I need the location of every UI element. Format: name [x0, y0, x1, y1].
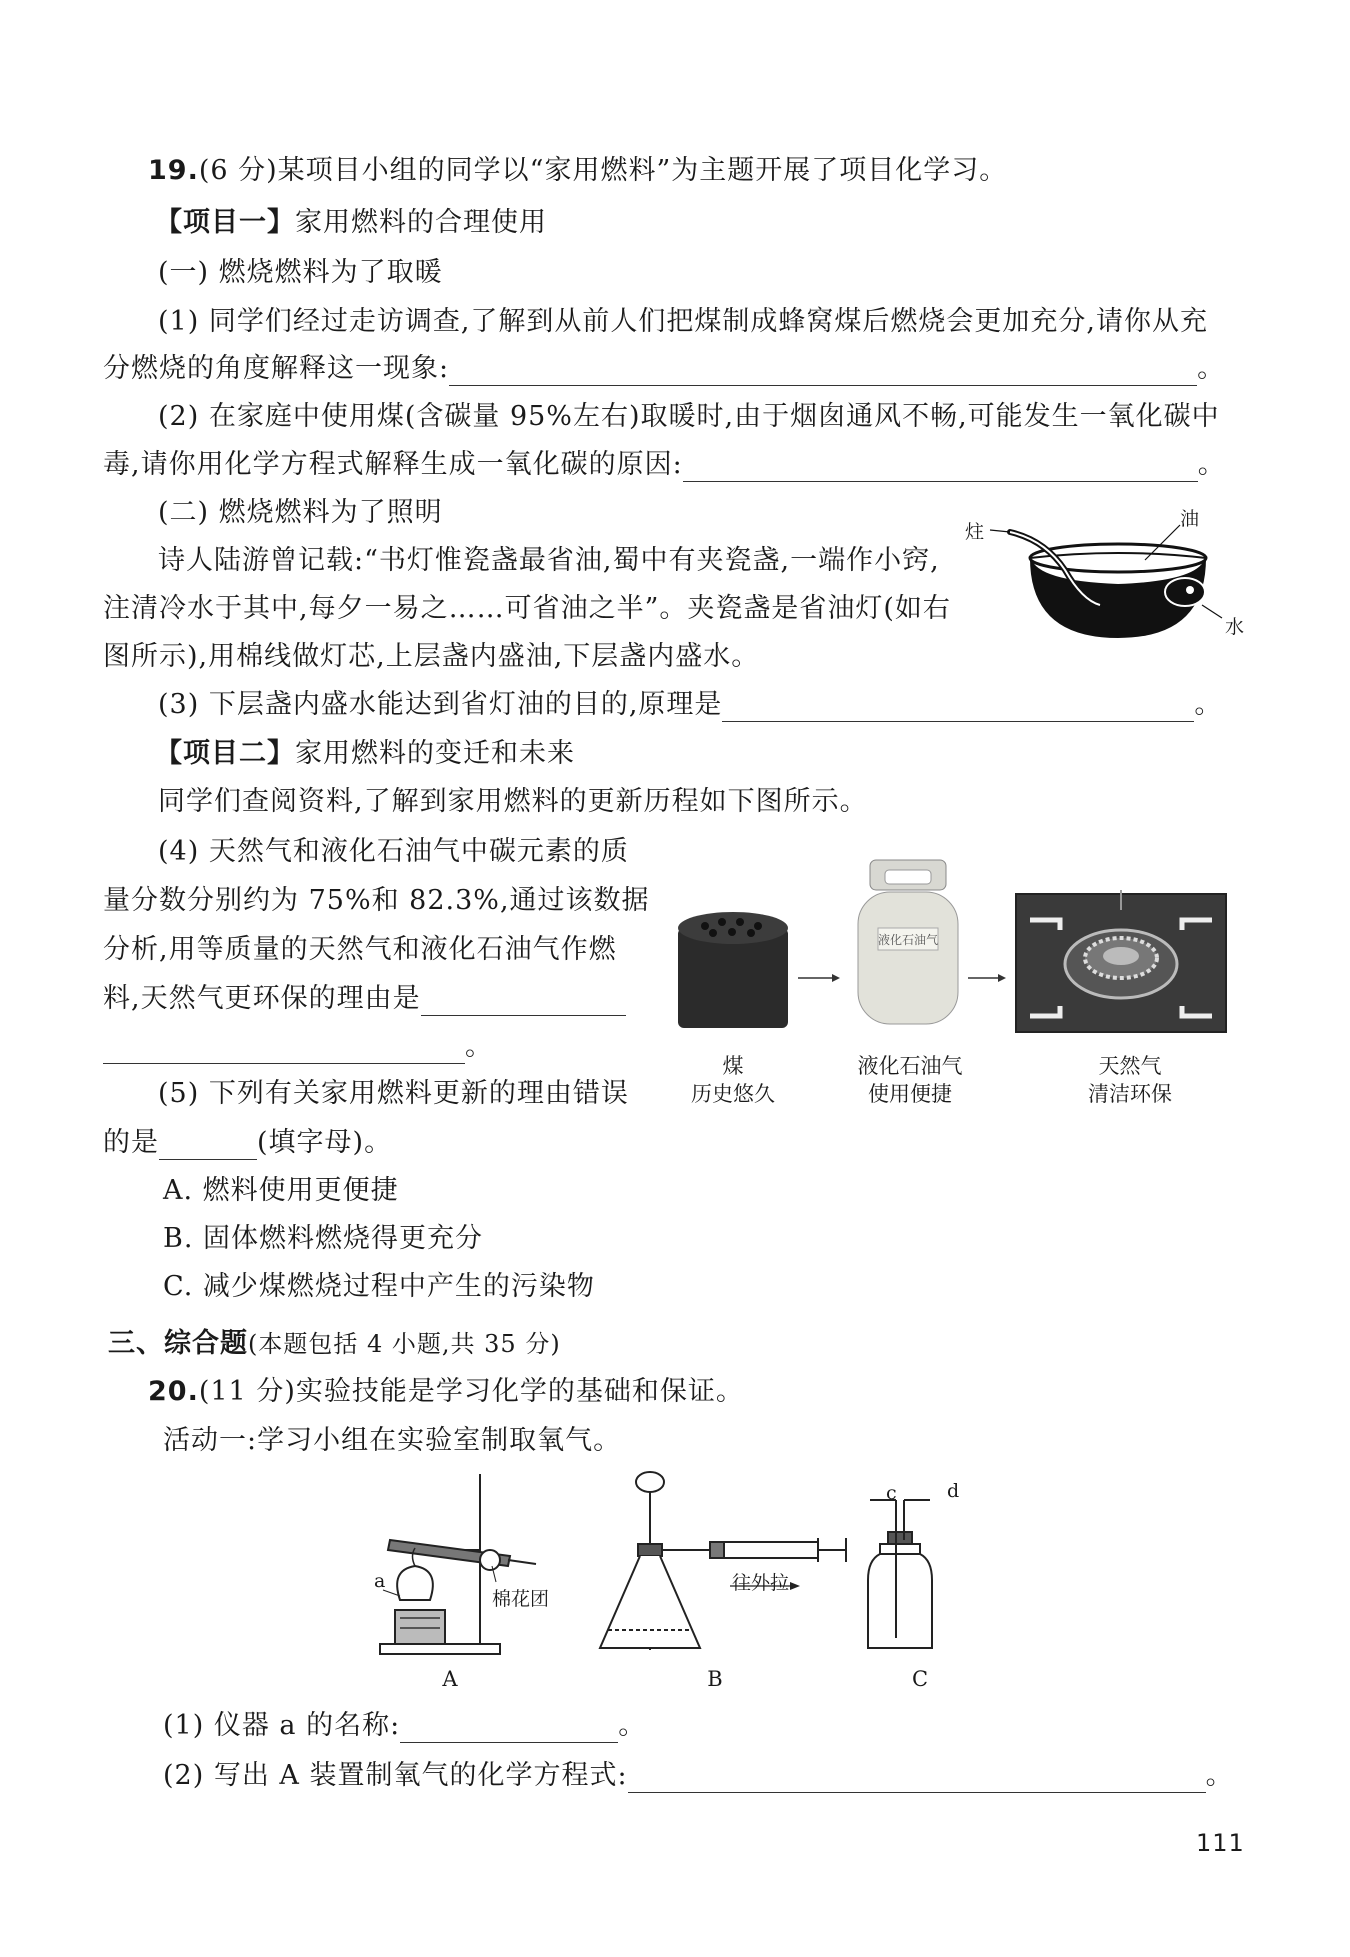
label-cotton: 棉花团: [492, 1588, 550, 1610]
apparatus-c: [868, 1500, 932, 1648]
fuel-caption-coal: 煤 历史悠久: [691, 1054, 775, 1106]
poem-line2: 注清冷水于其中,每夕一易之……可省油之半”。夹瓷盏是省油灯(如右: [103, 593, 951, 624]
answer-blank-q1[interactable]: [449, 359, 1197, 386]
apparatus-caption-a: A: [442, 1667, 458, 1691]
label-port-c: c: [886, 1482, 897, 1504]
q20-2: (2) 写出 A 装置制氧气的化学方程式: 。: [163, 1760, 1234, 1791]
q19-1-line1: (1) 同学们经过走访调查,了解到从前人们把煤制成蜂窝煤后燃烧会更加充分,请你从充: [158, 306, 1208, 337]
apparatus-a: [380, 1474, 536, 1654]
fuel-history-figure: [670, 840, 1240, 1040]
page-number: 111: [1196, 1829, 1245, 1857]
q20-activity: 活动一:学习小组在实验室制取氧气。: [163, 1425, 622, 1456]
option-a: A. 燃料使用更便捷: [163, 1175, 399, 1206]
poem-line1: 诗人陆游曾记载:“书灯惟瓷盏最省油,蜀中有夹瓷盏,一端作小窍,: [158, 545, 940, 576]
section-heading: 三、综合题(本题包括 4 小题,共 35 分): [108, 1328, 561, 1359]
answer-blank-q3[interactable]: [722, 695, 1194, 722]
fuel-caption-natural-gas: 天然气 清洁环保: [1088, 1054, 1172, 1106]
q19-4-line3: 分析,用等质量的天然气和液化石油气作燃: [103, 934, 617, 965]
question-number: 19.: [148, 155, 199, 186]
fuel-caption-lpg: 液化石油气 使用便捷: [857, 1054, 963, 1106]
label-pull-out: 往外拉: [732, 1572, 790, 1594]
project1-heading: 【项目一】家用燃料的合理使用: [155, 207, 547, 238]
answer-blank-q4b[interactable]: [103, 1037, 465, 1064]
q19-intro: 19.(6 分)某项目小组的同学以“家用燃料”为主题开展了项目化学习。: [148, 155, 1008, 186]
q20-1: (1) 仪器 a 的名称: 。: [163, 1710, 647, 1741]
lamp-label-oil: 油: [1180, 508, 1200, 530]
project2-heading: 【项目二】家用燃料的变迁和未来: [155, 738, 575, 769]
subsection-heating: (一) 燃烧燃料为了取暖: [158, 257, 443, 288]
q20-intro: 20.(11 分)实验技能是学习化学的基础和保证。: [148, 1376, 744, 1407]
subsection-lighting: (二) 燃烧燃料为了照明: [158, 497, 443, 528]
question-number: 20.: [148, 1376, 199, 1407]
tank-label: 液化石油气: [877, 933, 939, 947]
answer-blank-q20-2[interactable]: [628, 1766, 1206, 1793]
apparatus-caption-b: B: [707, 1667, 723, 1691]
q19-1-line2: 分燃烧的角度解释这一现象: 。: [103, 353, 1226, 384]
label-port-d: d: [947, 1480, 960, 1502]
lamp-label-water: 水: [1225, 616, 1245, 638]
answer-blank-q4a[interactable]: [421, 989, 626, 1016]
q19-4-line2: 量分数分别约为 75%和 82.3%,通过该数据: [103, 885, 650, 916]
q19-5-line1: (5) 下列有关家用燃料更新的理由错误: [158, 1078, 629, 1109]
poem-line3: 图所示),用棉线做灯芯,上层盏内盛油,下层盏内盛水。: [103, 641, 760, 672]
answer-blank-q5[interactable]: [159, 1133, 257, 1160]
option-b: B. 固体燃料燃烧得更充分: [163, 1223, 484, 1254]
lamp-label-wick: 炷: [965, 521, 985, 543]
q19-2-line2: 毒,请你用化学方程式解释生成一氧化碳的原因: 。: [103, 449, 1226, 480]
apparatus-b: [600, 1472, 846, 1650]
q19-4-line1: (4) 天然气和液化石油气中碳元素的质: [158, 836, 629, 867]
answer-blank-q2[interactable]: [683, 455, 1198, 482]
label-instrument-a: a: [374, 1570, 386, 1592]
oil-lamp-figure: [990, 500, 1240, 650]
q19-4-line5: 。: [103, 1030, 493, 1064]
q19-5-line2: 的是 (填字母)。: [103, 1127, 393, 1158]
q19-3: (3) 下层盏内盛水能达到省灯油的目的,原理是 。: [158, 689, 1223, 720]
answer-blank-q20-1[interactable]: [400, 1716, 618, 1743]
option-c: C. 减少煤燃烧过程中产生的污染物: [163, 1271, 595, 1302]
q19-4-line4: 料,天然气更环保的理由是: [103, 982, 626, 1016]
project2-intro: 同学们查阅资料,了解到家用燃料的更新历程如下图所示。: [158, 786, 868, 817]
q19-2-line1: (2) 在家庭中使用煤(含碳量 95%左右)取暖时,由于烟囱通风不畅,可能发生一氧化碳中: [158, 401, 1220, 432]
apparatus-caption-c: C: [911, 1667, 929, 1691]
